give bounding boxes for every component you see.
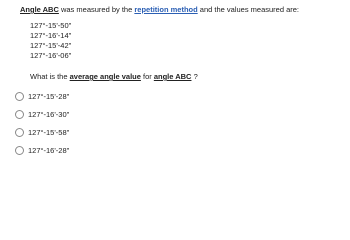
average-angle-value-emphasis: average angle value xyxy=(69,72,141,81)
answer-option-4[interactable] xyxy=(15,141,69,159)
average-question xyxy=(30,72,198,81)
average-question-suffix: ? xyxy=(191,72,198,81)
radio-button-1[interactable] xyxy=(15,92,24,101)
angle-abc-reference: angle ABC xyxy=(153,72,192,81)
angle-name: Angle ABC xyxy=(20,5,59,14)
repetition-method-link[interactable]: repetition method xyxy=(134,5,198,14)
question-text-part-2: and the values measured are: xyxy=(197,5,300,14)
option-label-1: 127°-15'-28" xyxy=(28,91,70,101)
answer-options xyxy=(15,87,69,159)
average-question-middle: for xyxy=(140,72,154,81)
option-label-4: 127°-16'-28" xyxy=(28,145,70,155)
option-label-2: 127°-16'-30" xyxy=(28,109,70,119)
measurement-item: 127°-16'-14" xyxy=(30,31,72,40)
answer-option-3[interactable] xyxy=(15,123,69,141)
radio-button-3[interactable] xyxy=(15,128,24,137)
measurement-item: 127°-16'-06" xyxy=(30,51,72,60)
measurement-item: 127°-15'-42" xyxy=(30,41,72,50)
measurement-list xyxy=(30,21,71,61)
question-text xyxy=(20,5,299,14)
answer-option-2[interactable] xyxy=(15,105,69,123)
question-text-part-1: was measured by the xyxy=(58,5,135,14)
measurement-item: 127°-15'-50" xyxy=(30,21,72,30)
radio-button-2[interactable] xyxy=(15,110,24,119)
radio-button-4[interactable] xyxy=(15,146,24,155)
option-label-3: 127°-15'-58" xyxy=(28,127,70,137)
average-question-prefix: What is the xyxy=(30,72,70,81)
answer-option-1[interactable] xyxy=(15,87,69,105)
